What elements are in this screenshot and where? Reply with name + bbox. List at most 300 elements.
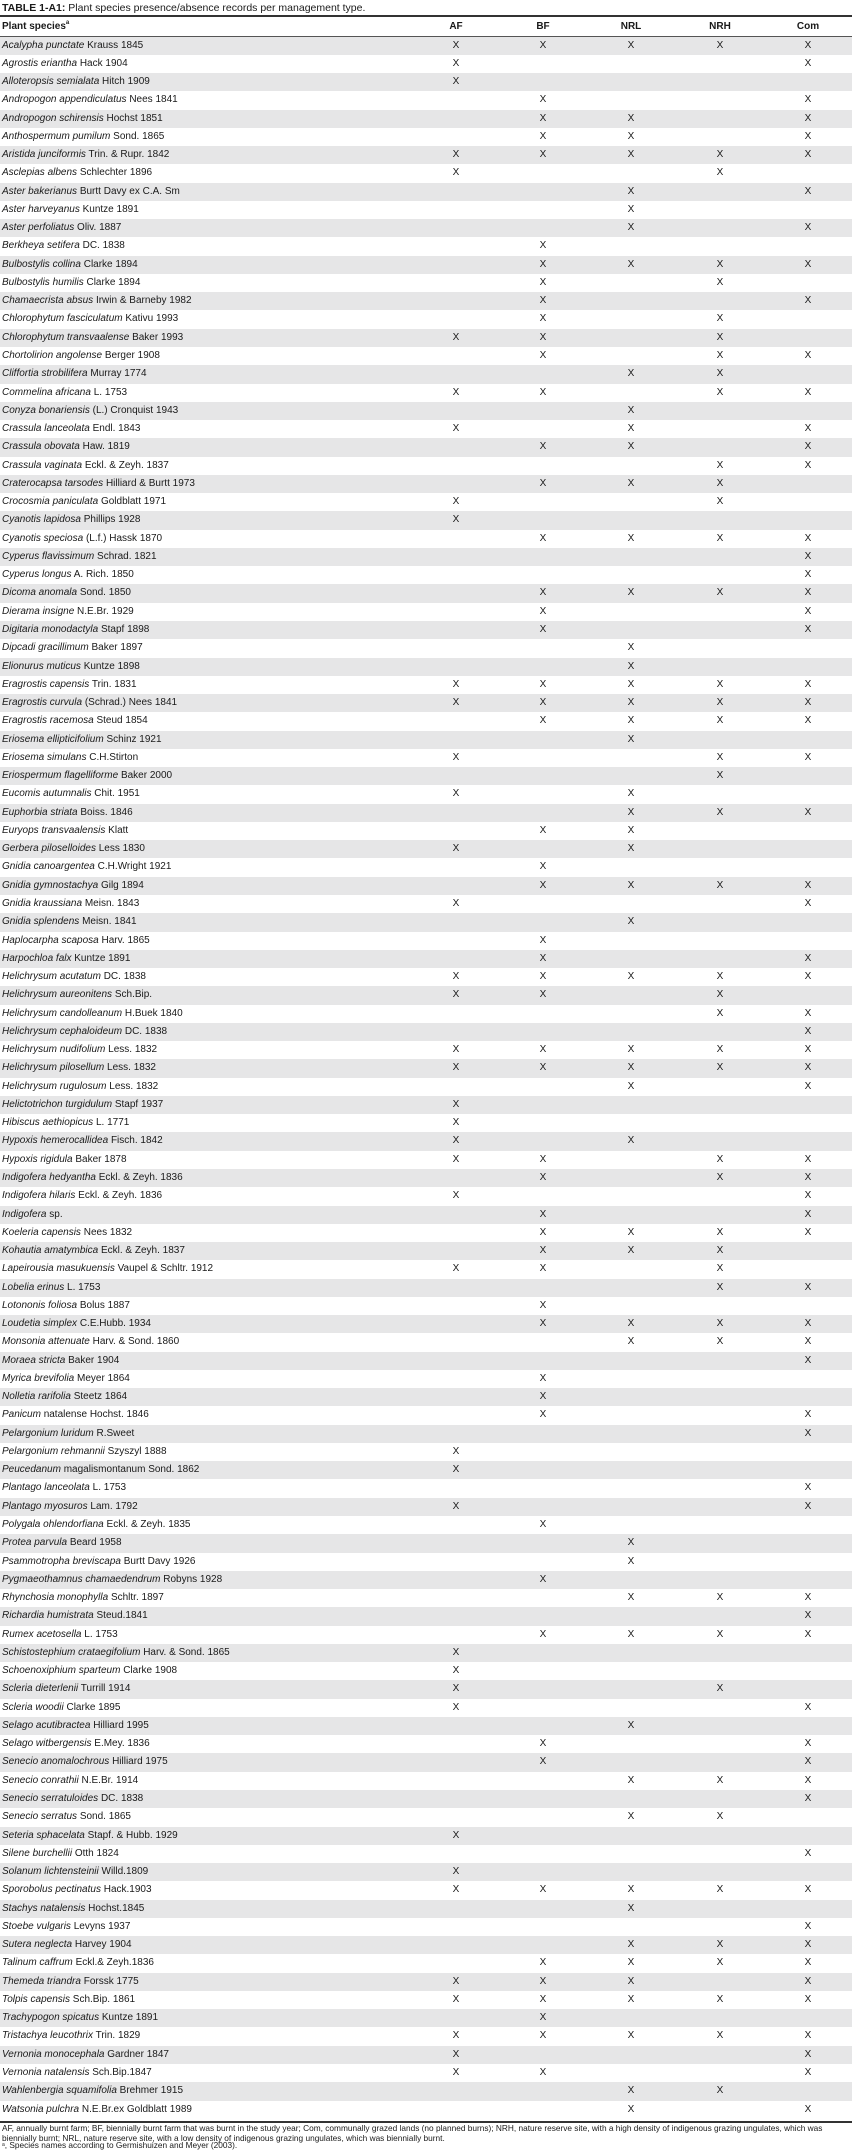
species-name (2, 1370, 130, 1388)
species-name (2, 1626, 118, 1644)
species-binomial: Themeda triandra (2, 1975, 81, 1987)
presence-nrl: X (627, 642, 635, 654)
presence-com: X (804, 715, 812, 727)
presence-com: X (804, 1226, 812, 1238)
species-authority: Gilg 1894 (100, 879, 144, 891)
species-authority: Kuntze 1898 (83, 660, 140, 672)
species-binomial: Chlorophytum fasciculatum (2, 313, 123, 325)
presence-bf: X (539, 2066, 547, 2078)
species-name (2, 1699, 120, 1717)
presence-af: X (452, 331, 460, 343)
presence-af: X (452, 1646, 460, 1658)
table-row (0, 1973, 852, 1991)
presence-nrl: X (627, 112, 635, 124)
presence-bf: X (539, 94, 547, 106)
species-binomial: Watsonia pulchra (2, 2103, 80, 2115)
species-name (2, 712, 148, 730)
species-authority: natalense Hochst. 1846 (43, 1409, 149, 1421)
presence-nrh: X (716, 1281, 724, 1293)
presence-bf: X (539, 258, 547, 270)
species-authority: A. Rich. 1850 (73, 569, 134, 581)
presence-com: X (804, 605, 812, 617)
presence-bf: X (539, 971, 547, 983)
species-name (2, 1005, 183, 1023)
species-authority: Oliv. 1887 (77, 222, 122, 234)
presence-nrh: X (716, 879, 724, 891)
species-binomial: Helichrysum rugulosum (2, 1080, 107, 1092)
species-name (2, 1406, 149, 1424)
presence-nrl: X (627, 423, 635, 435)
table-row (0, 1735, 852, 1753)
table-row (0, 1206, 852, 1224)
presence-nrl: X (627, 1555, 635, 1567)
presence-af: X (452, 1829, 460, 1841)
table-row (0, 1479, 852, 1497)
presence-bf: X (539, 1993, 547, 2005)
species-binomial: Pelargonium luridum (2, 1427, 94, 1439)
presence-af: X (452, 1464, 460, 1476)
species-binomial: Richardia humistrata (2, 1610, 94, 1622)
species-name (2, 2064, 152, 2082)
species-authority: Willd.1809 (101, 1866, 149, 1878)
species-name (2, 913, 137, 931)
presence-nrh: X (716, 39, 724, 51)
table-row (0, 402, 852, 420)
presence-af: X (452, 2030, 460, 2042)
presence-nrh: X (716, 331, 724, 343)
presence-bf: X (539, 1519, 547, 1531)
table-row (0, 639, 852, 657)
species-authority: Murray 1774 (90, 368, 147, 380)
presence-nrh: X (716, 1062, 724, 1074)
species-binomial: Moraea stricta (2, 1354, 66, 1366)
presence-nrl: X (627, 2103, 635, 2115)
presence-nrl: X (627, 1993, 635, 2005)
presence-com: X (804, 149, 812, 161)
presence-nrh: X (716, 276, 724, 288)
species-name (2, 201, 139, 219)
table-row (0, 913, 852, 931)
presence-com: X (804, 295, 812, 307)
species-authority: Hack.1903 (103, 1884, 152, 1896)
species-binomial: Vernonia natalensis (2, 2066, 90, 2078)
species-name (2, 274, 140, 292)
species-name (2, 1425, 134, 1443)
presence-bf: X (539, 1756, 547, 1768)
table-row (0, 1498, 852, 1516)
presence-bf: X (539, 276, 547, 288)
presence-nrh: X (716, 496, 724, 508)
species-binomial: Seteria sphacelata (2, 1829, 85, 1841)
presence-com: X (804, 1592, 812, 1604)
presence-nrl: X (627, 404, 635, 416)
presence-com: X (804, 1336, 812, 1348)
presence-com: X (804, 222, 812, 234)
species-binomial: Agrostis eriantha (2, 57, 78, 69)
presence-bf: X (539, 605, 547, 617)
species-name (2, 1735, 150, 1753)
presence-af: X (452, 989, 460, 1001)
presence-com: X (804, 678, 812, 690)
presence-com: X (804, 1847, 812, 1859)
species-name (2, 1918, 130, 1936)
species-binomial: Wahlenbergia squamifolia (2, 2085, 117, 2097)
table-row (0, 1881, 852, 1899)
table-row (0, 55, 852, 73)
presence-af: X (452, 76, 460, 88)
species-name (2, 1479, 126, 1497)
species-binomial: Crassula lanceolata (2, 423, 90, 435)
footnote-mark: a (2, 2142, 5, 2148)
table-row (0, 1041, 852, 1059)
presence-bf: X (539, 1884, 547, 1896)
header-plant-species (2, 18, 69, 35)
presence-com: X (804, 1025, 812, 1037)
species-authority: N.E.Br. 1929 (77, 605, 134, 617)
species-name (2, 658, 140, 676)
presence-af: X (452, 1117, 460, 1129)
species-authority: Sch.Bip. 1861 (72, 1993, 136, 2005)
presence-nrl: X (627, 149, 635, 161)
presence-nrl: X (627, 39, 635, 51)
presence-nrl: X (627, 1226, 635, 1238)
species-name (2, 237, 125, 255)
table-row (0, 201, 852, 219)
species-binomial: Crassula obovata (2, 441, 80, 453)
table-row (0, 146, 852, 164)
species-name (2, 1352, 119, 1370)
species-name (2, 91, 178, 109)
species-binomial: Helichrysum aureonitens (2, 989, 113, 1001)
presence-bf: X (539, 1245, 547, 1257)
species-binomial: Craterocapsa tarsodes (2, 477, 104, 489)
presence-bf: X (539, 1628, 547, 1640)
presence-com: X (804, 1993, 812, 2005)
species-binomial: Euryops transvaalensis (2, 824, 106, 836)
species-authority: Gardner 1847 (107, 2048, 169, 2060)
species-binomial: Indigofera hilaris (2, 1190, 76, 1202)
species-authority: Trin. 1831 (91, 678, 137, 690)
species-authority: Clarke 1908 (123, 1665, 178, 1677)
table-row (0, 1900, 852, 1918)
presence-af: X (452, 1190, 460, 1202)
presence-com: X (804, 423, 812, 435)
species-authority: Turrill 1914 (80, 1683, 131, 1695)
presence-bf: X (539, 1299, 547, 1311)
species-authority: Haw. 1819 (82, 441, 130, 453)
species-authority: Vaupel & Schltr. 1912 (117, 1263, 214, 1275)
presence-bf: X (539, 2030, 547, 2042)
species-binomial: Rumex acetosella (2, 1628, 82, 1640)
table-row (0, 1936, 852, 1954)
species-authority: Goldblatt 1971 (100, 496, 167, 508)
presence-com: X (804, 1957, 812, 1969)
presence-nrh: X (716, 989, 724, 1001)
species-authority: Boiss. 1846 (80, 806, 133, 818)
presence-bf: X (539, 350, 547, 362)
table-row (0, 475, 852, 493)
presence-af: X (452, 2066, 460, 2078)
presence-nrh: X (716, 770, 724, 782)
species-authority: magalismontanum Sond. 1862 (63, 1464, 200, 1476)
presence-bf: X (539, 952, 547, 964)
presence-nrl: X (627, 1080, 635, 1092)
table-row (0, 1717, 852, 1735)
presence-nrh: X (716, 1007, 724, 1019)
species-authority: Baker 1904 (68, 1354, 120, 1366)
table-row (0, 511, 852, 529)
table-row (0, 1571, 852, 1589)
presence-nrl: X (627, 1062, 635, 1074)
species-name (2, 511, 140, 529)
table-row (0, 1589, 852, 1607)
presence-com: X (804, 1482, 812, 1494)
species-authority: Schinz 1921 (106, 733, 162, 745)
species-name (2, 1589, 164, 1607)
presence-nrh: X (716, 1811, 724, 1823)
presence-af: X (452, 1884, 460, 1896)
species-binomial: Loudetia simplex (2, 1318, 78, 1330)
species-authority: Robyns 1928 (163, 1573, 223, 1585)
species-name (2, 1151, 127, 1169)
presence-nrh: X (716, 1318, 724, 1330)
presence-nrh: X (716, 1993, 724, 2005)
presence-af: X (452, 1701, 460, 1713)
table-row (0, 1151, 852, 1169)
presence-bf: X (539, 477, 547, 489)
species-authority: Trin. 1829 (95, 2030, 141, 2042)
presence-nrl: X (627, 2085, 635, 2097)
presence-com: X (804, 751, 812, 763)
species-name (2, 37, 143, 55)
species-authority: Baker 1897 (91, 642, 143, 654)
presence-bf: X (539, 1263, 547, 1275)
species-binomial: Cliffortia strobilifera (2, 368, 88, 380)
species-authority: Harvey 1904 (74, 1939, 132, 1951)
species-binomial: Gnidia splendens (2, 916, 80, 928)
species-binomial: Pygmaeothamnus chamaedendrum (2, 1573, 161, 1585)
species-binomial: Alloteropsis semialata (2, 76, 100, 88)
species-name (2, 2027, 140, 2045)
species-name (2, 621, 149, 639)
presence-bf: X (539, 1171, 547, 1183)
table-row (0, 1772, 852, 1790)
presence-nrl: X (627, 1628, 635, 1640)
species-name (2, 639, 143, 657)
species-name (2, 438, 130, 456)
species-name (2, 329, 183, 347)
species-authority: Nees 1841 (129, 94, 178, 106)
table-row (0, 712, 852, 730)
presence-com: X (804, 39, 812, 51)
species-authority: Meisn. 1841 (82, 916, 137, 928)
presence-com: X (804, 1062, 812, 1074)
species-binomial: Asclepias albens (2, 167, 78, 179)
presence-com: X (804, 1756, 812, 1768)
species-binomial: Chortolirion angolense (2, 350, 103, 362)
top-rule (0, 15, 852, 17)
species-name (2, 1973, 139, 1991)
species-name (2, 1991, 135, 2009)
species-authority: L. 1753 (84, 1628, 118, 1640)
species-authority: Berger 1908 (104, 350, 160, 362)
species-binomial: Plantago lanceolata (2, 1482, 90, 1494)
table-row (0, 1114, 852, 1132)
table-row (0, 986, 852, 1004)
table-row (0, 566, 852, 584)
species-name (2, 1644, 230, 1662)
presence-com: X (804, 1920, 812, 1932)
species-binomial: Harpochloa falx (2, 952, 72, 964)
species-binomial: Stachys natalensis (2, 1902, 86, 1914)
presence-nrl: X (627, 916, 635, 928)
table-row (0, 1023, 852, 1041)
species-authority: Less. 1832 (108, 1044, 158, 1056)
species-name (2, 1845, 119, 1863)
species-binomial: Eriosema ellipticifolium (2, 733, 104, 745)
species-binomial: Berkheya setifera (2, 240, 80, 252)
table-row (0, 256, 852, 274)
presence-nrh: X (716, 350, 724, 362)
presence-nrl: X (627, 130, 635, 142)
presence-nrh: X (716, 751, 724, 763)
species-name (2, 1662, 177, 1680)
species-name (2, 950, 130, 968)
presence-nrl: X (627, 222, 635, 234)
species-authority: Szyszyl 1888 (107, 1445, 167, 1457)
presence-com: X (804, 386, 812, 398)
species-name (2, 548, 157, 566)
species-name (2, 457, 169, 475)
species-binomial: Eriosema simulans (2, 751, 87, 763)
species-binomial: Indigofera hedyantha (2, 1171, 96, 1183)
table-row (0, 274, 852, 292)
species-binomial: Solanum lichtensteinii (2, 1866, 99, 1878)
species-name (2, 384, 127, 402)
presence-af: X (452, 1135, 460, 1147)
species-name (2, 1954, 154, 1972)
species-authority: Klatt (108, 824, 129, 836)
species-binomial: Acalypha punctate (2, 39, 85, 51)
species-name (2, 2101, 192, 2119)
species-binomial: Conyza bonariensis (2, 404, 90, 416)
species-name (2, 1717, 149, 1735)
presence-af: X (452, 971, 460, 983)
table-row (0, 1607, 852, 1625)
presence-bf: X (539, 715, 547, 727)
species-binomial: Koeleria capensis (2, 1226, 81, 1238)
species-name (2, 1297, 130, 1315)
presence-bf: X (539, 678, 547, 690)
presence-nrl: X (627, 441, 635, 453)
presence-nrh: X (716, 1592, 724, 1604)
species-binomial: Crassula vaginata (2, 459, 83, 471)
presence-com: X (804, 2103, 812, 2115)
presence-com: X (804, 185, 812, 197)
table-body (0, 37, 852, 2119)
species-name (2, 1936, 132, 1954)
species-binomial: Cyperus longus (2, 569, 72, 581)
species-authority: N.E.Br.ex Goldblatt 1989 (81, 2103, 192, 2115)
presence-nrl: X (627, 660, 635, 672)
presence-af: X (452, 751, 460, 763)
table-row (0, 1644, 852, 1662)
species-binomial: Bulbostylis humilis (2, 276, 84, 288)
species-name (2, 1224, 132, 1242)
table-row (0, 676, 852, 694)
species-binomial: Eragrostis capensis (2, 678, 90, 690)
presence-bf: X (539, 697, 547, 709)
table-row (0, 1699, 852, 1717)
species-name (2, 1461, 199, 1479)
species-binomial: Eragrostis curvula (2, 697, 83, 709)
presence-nrh: X (716, 678, 724, 690)
species-name (2, 1023, 167, 1041)
species-name (2, 676, 137, 694)
footnote-species (2, 2141, 850, 2151)
table-row (0, 219, 852, 237)
species-authority: L. 1753 (93, 386, 128, 398)
presence-nrl: X (627, 477, 635, 489)
species-name (2, 1114, 129, 1132)
table-row (0, 1078, 852, 1096)
table-row (0, 1187, 852, 1205)
presence-bf: X (539, 1391, 547, 1403)
species-authority: Otth 1824 (74, 1847, 119, 1859)
presence-com: X (804, 1500, 812, 1512)
table-row (0, 110, 852, 128)
species-binomial: Cyperus flavissimum (2, 550, 95, 562)
presence-nrl: X (627, 2030, 635, 2042)
species-name (2, 164, 152, 182)
presence-af: X (452, 788, 460, 800)
table-row (0, 2046, 852, 2064)
presence-af: X (452, 496, 460, 508)
table-row (0, 822, 852, 840)
presence-bf: X (539, 112, 547, 124)
table-row (0, 1954, 852, 1972)
species-binomial: Eragrostis racemosa (2, 715, 94, 727)
presence-bf: X (539, 1738, 547, 1750)
table-row (0, 420, 852, 438)
species-name (2, 2009, 158, 2027)
table-row (0, 877, 852, 895)
species-binomial: Stoebe vulgaris (2, 1920, 71, 1932)
presence-nrl: X (627, 532, 635, 544)
presence-af: X (452, 1866, 460, 1878)
species-authority: DC. 1838 (82, 240, 125, 252)
table-row (0, 438, 852, 456)
species-authority: Hochst 1851 (106, 112, 163, 124)
species-authority: Endl. 1843 (92, 423, 141, 435)
species-name (2, 146, 169, 164)
species-authority: Sond. 1865 (113, 130, 165, 142)
species-name (2, 402, 178, 420)
species-name (2, 731, 162, 749)
species-name (2, 1279, 100, 1297)
presence-af: X (452, 897, 460, 909)
species-binomial: Protea parvula (2, 1537, 68, 1549)
table-row (0, 1808, 852, 1826)
presence-com: X (804, 1975, 812, 1987)
presence-nrl: X (627, 1318, 635, 1330)
table-row (0, 1790, 852, 1808)
presence-nrh: X (716, 971, 724, 983)
table-row (0, 1224, 852, 1242)
species-binomial: Silene burchellii (2, 1847, 73, 1859)
header-af: AF (449, 21, 463, 32)
presence-com: X (804, 258, 812, 270)
